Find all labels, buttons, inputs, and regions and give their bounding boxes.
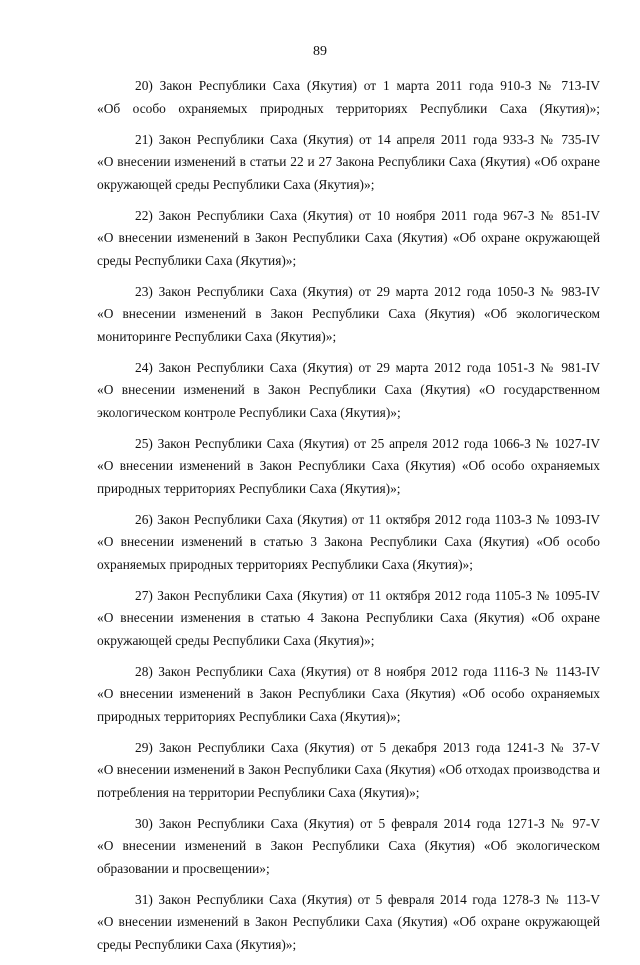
- list-item-line: 27) Закон Республики Саха (Якутия) от 11 октября 2012 года 1105-З № 1095-IV: [135, 587, 600, 603]
- list-item-line: окружающей среды Республики Саха (Якутия)»;: [97, 176, 375, 192]
- list-item-line: 24) Закон Республики Саха (Якутия) от 29 марта 2012 года 1051-З № 981-IV: [135, 359, 600, 375]
- list-item-line: «О внесении изменений в Закон Республики Саха (Якутия) «О государственном: [97, 382, 600, 397]
- list-item-line: 31) Закон Республики Саха (Якутия) от 5 февраля 2014 года 1278-З № 113-V: [135, 891, 600, 907]
- list-item: [97, 433, 600, 501]
- list-item: [97, 661, 600, 729]
- list-item-line: 26) Закон Республики Саха (Якутия) от 11 октября 2012 года 1103-З № 1093-IV: [135, 511, 600, 527]
- list-item-line: 21) Закон Республики Саха (Якутия) от 14 апреля 2011 года 933-З № 735-IV: [135, 131, 600, 147]
- list-item: [97, 813, 600, 881]
- list-item-line: природных территориях Республики Саха (Якутия)»;: [97, 708, 401, 724]
- list-item: [97, 281, 600, 349]
- list-item: [97, 75, 600, 120]
- list-item-line: «О внесении изменений в Закон Республики Саха (Якутия) «Об охране окружающей: [97, 230, 600, 245]
- list-item-line: «О внесении изменений в Закон Республики Саха (Якутия) «Об особо охраняемых: [97, 458, 600, 473]
- list-item-line: 30) Закон Республики Саха (Якутия) от 5 февраля 2014 года 1271-З № 97-V: [135, 815, 600, 831]
- list-item: [97, 509, 600, 577]
- list-item: [97, 585, 600, 653]
- list-item-line: мониторинге Республики Саха (Якутия)»;: [97, 328, 337, 344]
- list-item-line: 20) Закон Республики Саха (Якутия) от 1 марта 2011 года 910-З № 713-IV: [135, 78, 600, 93]
- list-item-line: 28) Закон Республики Саха (Якутия) от 8 ноября 2012 года 1116-З № 1143-IV: [135, 663, 600, 679]
- list-item-line: 22) Закон Республики Саха (Якутия) от 10 ноября 2011 года 967-З № 851-IV: [135, 207, 600, 223]
- list-item-line: «О внесении изменений в статью 3 Закона Республики Саха (Якутия) «Об особо: [97, 534, 600, 549]
- list-item-line: потребления на территории Республики Саха (Якутия)»;: [97, 784, 420, 800]
- list-item-line: «О внесении изменений в статьи 22 и 27 Закона Республики Саха (Якутия) «Об охране: [97, 154, 600, 169]
- list-item-line: среды Республики Саха (Якутия)»;: [97, 936, 297, 952]
- list-item-line: окружающей среды Республики Саха (Якутия)»;: [97, 632, 375, 648]
- list-item-line: «О внесении изменений в Закон Республики Саха (Якутия) «Об отходах производства и: [97, 762, 600, 777]
- list-item-line: 25) Закон Республики Саха (Якутия) от 25 апреля 2012 года 1066-З № 1027-IV: [135, 435, 600, 451]
- list-item: [97, 357, 600, 425]
- list-item-line: 29) Закон Республики Саха (Якутия) от 5 декабря 2013 года 1241-З № 37-V: [135, 739, 600, 755]
- list-item-line: «О внесении изменений в Закон Республики Саха (Якутия) «Об экологическом: [97, 306, 600, 321]
- document-body: [97, 75, 600, 965]
- list-item: [97, 737, 600, 805]
- list-item-line: природных территориях Республики Саха (Якутия)»;: [97, 480, 401, 496]
- list-item-line: «О внесении изменения в статью 4 Закона Республики Саха (Якутия) «Об охране: [97, 610, 600, 625]
- list-item-line: охраняемых природных территориях Республики Саха (Якутия)»;: [97, 556, 473, 572]
- list-item: [97, 129, 600, 197]
- page-number: 89: [313, 44, 327, 59]
- list-item-line: среды Республики Саха (Якутия)»;: [97, 252, 297, 268]
- list-item: [97, 205, 600, 273]
- list-item-line: образовании и просвещении»;: [97, 860, 270, 876]
- list-item-line: экологическом контроле Республики Саха (Якутия)»;: [97, 404, 401, 420]
- list-item-line: «О внесении изменений в Закон Республики Саха (Якутия) «Об охране окружающей: [97, 914, 600, 929]
- list-item: [97, 889, 600, 957]
- list-item-line: «О внесении изменений в Закон Республики Саха (Якутия) «Об экологическом: [97, 838, 600, 853]
- list-item-line: «О внесении изменений в Закон Республики Саха (Якутия) «Об особо охраняемых: [97, 686, 600, 701]
- list-item-line: 23) Закон Республики Саха (Якутия) от 29 марта 2012 года 1050-З № 983-IV: [135, 283, 600, 299]
- list-item-line: «Об особо охраняемых природных территориях Республики Саха (Якутия)»;: [97, 100, 600, 116]
